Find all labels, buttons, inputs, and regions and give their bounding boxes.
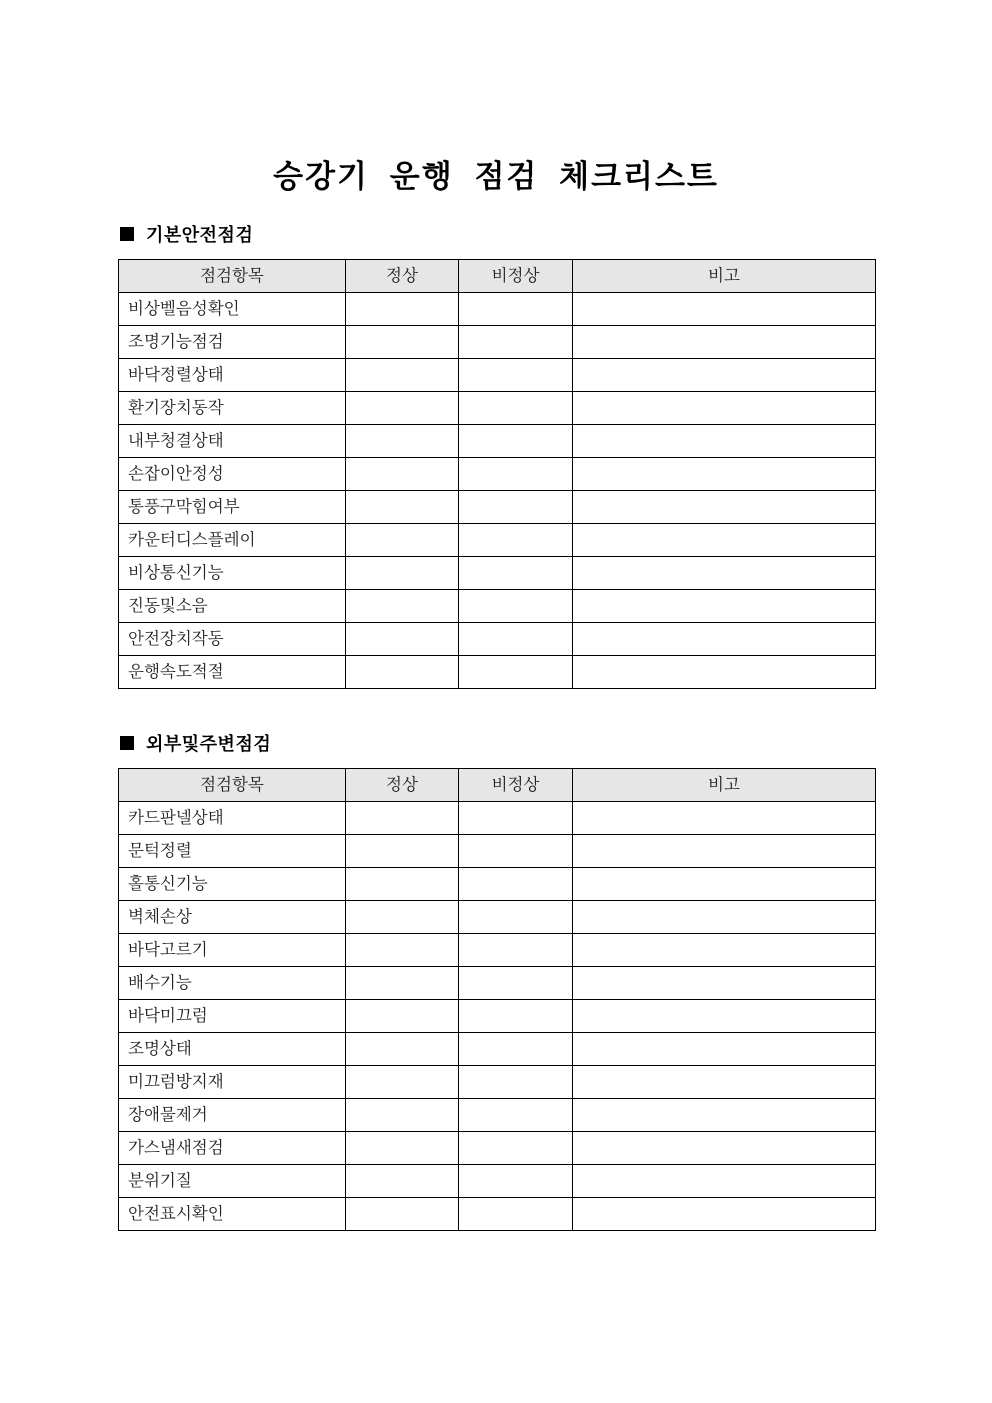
normal-check-cell[interactable] bbox=[346, 1198, 459, 1231]
table-row bbox=[119, 425, 876, 458]
normal-check-cell[interactable] bbox=[346, 868, 459, 901]
check-item-label: 홀통신기능 bbox=[119, 868, 346, 901]
normal-check-cell[interactable] bbox=[346, 623, 459, 656]
note-cell[interactable] bbox=[573, 835, 876, 868]
note-cell[interactable] bbox=[573, 868, 876, 901]
table-row bbox=[119, 802, 876, 835]
section-heading bbox=[118, 730, 875, 756]
abnormal-check-cell[interactable] bbox=[459, 524, 573, 557]
normal-check-cell[interactable] bbox=[346, 802, 459, 835]
normal-check-cell[interactable] bbox=[346, 656, 459, 689]
table-row bbox=[119, 868, 876, 901]
note-cell[interactable] bbox=[573, 326, 876, 359]
check-item-label: 분위기질 bbox=[119, 1165, 346, 1198]
note-cell[interactable] bbox=[573, 425, 876, 458]
table-row bbox=[119, 1165, 876, 1198]
check-item-label: 문턱정렬 bbox=[119, 835, 346, 868]
abnormal-check-cell[interactable] bbox=[459, 491, 573, 524]
note-cell[interactable] bbox=[573, 967, 876, 1000]
column-header-item: 점검항목 bbox=[119, 769, 346, 802]
section-heading bbox=[118, 221, 875, 247]
table-row bbox=[119, 1066, 876, 1099]
check-item-label: 조명상태 bbox=[119, 1033, 346, 1066]
note-cell[interactable] bbox=[573, 901, 876, 934]
section-exterior-surroundings bbox=[118, 730, 875, 1231]
note-cell[interactable] bbox=[573, 1000, 876, 1033]
check-item-label: 미끄럼방지재 bbox=[119, 1066, 346, 1099]
table-row bbox=[119, 1000, 876, 1033]
column-header-abnormal: 비정상 bbox=[459, 260, 573, 293]
abnormal-check-cell[interactable] bbox=[459, 835, 573, 868]
abnormal-check-cell[interactable] bbox=[459, 326, 573, 359]
table-row bbox=[119, 835, 876, 868]
note-cell[interactable] bbox=[573, 524, 876, 557]
table-row bbox=[119, 392, 876, 425]
column-header-normal: 정상 bbox=[346, 260, 459, 293]
table-row bbox=[119, 491, 876, 524]
normal-check-cell[interactable] bbox=[346, 1066, 459, 1099]
note-cell[interactable] bbox=[573, 590, 876, 623]
column-header-normal: 정상 bbox=[346, 769, 459, 802]
table-row bbox=[119, 656, 876, 689]
check-item-label: 배수기능 bbox=[119, 967, 346, 1000]
normal-check-cell[interactable] bbox=[346, 458, 459, 491]
normal-check-cell[interactable] bbox=[346, 967, 459, 1000]
note-cell[interactable] bbox=[573, 656, 876, 689]
check-item-label: 안전표시확인 bbox=[119, 1198, 346, 1231]
table-body bbox=[119, 802, 876, 1231]
check-item-label: 카운터디스플레이 bbox=[119, 524, 346, 557]
normal-check-cell[interactable] bbox=[346, 1099, 459, 1132]
table-row bbox=[119, 934, 876, 967]
abnormal-check-cell[interactable] bbox=[459, 1033, 573, 1066]
abnormal-check-cell[interactable] bbox=[459, 656, 573, 689]
section-title: 외부및주변점검 bbox=[146, 734, 272, 755]
table-row bbox=[119, 967, 876, 1000]
abnormal-check-cell[interactable] bbox=[459, 1099, 573, 1132]
note-cell[interactable] bbox=[573, 557, 876, 590]
abnormal-check-cell[interactable] bbox=[459, 967, 573, 1000]
check-item-label: 바닥정렬상태 bbox=[119, 359, 346, 392]
note-cell[interactable] bbox=[573, 934, 876, 967]
table-row bbox=[119, 901, 876, 934]
section-basic-safety bbox=[118, 221, 875, 689]
note-cell[interactable] bbox=[573, 1066, 876, 1099]
note-cell[interactable] bbox=[573, 293, 876, 326]
table-header-row bbox=[119, 769, 876, 802]
normal-check-cell[interactable] bbox=[346, 359, 459, 392]
normal-check-cell[interactable] bbox=[346, 590, 459, 623]
normal-check-cell[interactable] bbox=[346, 1132, 459, 1165]
note-cell[interactable] bbox=[573, 392, 876, 425]
note-cell[interactable] bbox=[573, 491, 876, 524]
check-item-label: 손잡이안정성 bbox=[119, 458, 346, 491]
check-item-label: 비상벨음성확인 bbox=[119, 293, 346, 326]
check-item-label: 바닥미끄럼 bbox=[119, 1000, 346, 1033]
note-cell[interactable] bbox=[573, 1033, 876, 1066]
check-item-label: 비상통신기능 bbox=[119, 557, 346, 590]
abnormal-check-cell[interactable] bbox=[459, 392, 573, 425]
table-row bbox=[119, 359, 876, 392]
column-header-item: 점검항목 bbox=[119, 260, 346, 293]
square-bullet-icon bbox=[120, 736, 134, 750]
note-cell[interactable] bbox=[573, 359, 876, 392]
abnormal-check-cell[interactable] bbox=[459, 901, 573, 934]
note-cell[interactable] bbox=[573, 623, 876, 656]
note-cell[interactable] bbox=[573, 1165, 876, 1198]
normal-check-cell[interactable] bbox=[346, 934, 459, 967]
table-row bbox=[119, 1132, 876, 1165]
abnormal-check-cell[interactable] bbox=[459, 934, 573, 967]
normal-check-cell[interactable] bbox=[346, 1033, 459, 1066]
column-header-note: 비고 bbox=[573, 260, 876, 293]
abnormal-check-cell[interactable] bbox=[459, 425, 573, 458]
column-header-abnormal: 비정상 bbox=[459, 769, 573, 802]
normal-check-cell[interactable] bbox=[346, 491, 459, 524]
normal-check-cell[interactable] bbox=[346, 1165, 459, 1198]
note-cell[interactable] bbox=[573, 1198, 876, 1231]
check-item-label: 바닥고르기 bbox=[119, 934, 346, 967]
abnormal-check-cell[interactable] bbox=[459, 359, 573, 392]
check-item-label: 환기장치동작 bbox=[119, 392, 346, 425]
table-row bbox=[119, 1099, 876, 1132]
column-header-note: 비고 bbox=[573, 769, 876, 802]
abnormal-check-cell[interactable] bbox=[459, 1165, 573, 1198]
table-row bbox=[119, 590, 876, 623]
normal-check-cell[interactable] bbox=[346, 524, 459, 557]
check-item-label: 통풍구막힘여부 bbox=[119, 491, 346, 524]
check-item-label: 카드판넬상태 bbox=[119, 802, 346, 835]
note-cell[interactable] bbox=[573, 458, 876, 491]
table-header-row bbox=[119, 260, 876, 293]
abnormal-check-cell[interactable] bbox=[459, 868, 573, 901]
abnormal-check-cell[interactable] bbox=[459, 623, 573, 656]
note-cell[interactable] bbox=[573, 1132, 876, 1165]
check-item-label: 조명기능점검 bbox=[119, 326, 346, 359]
table-body bbox=[119, 293, 876, 689]
abnormal-check-cell[interactable] bbox=[459, 1198, 573, 1231]
check-item-label: 벽체손상 bbox=[119, 901, 346, 934]
table-row bbox=[119, 623, 876, 656]
square-bullet-icon bbox=[120, 227, 134, 241]
page-title: 승강기 운행 점검 체크리스트 bbox=[273, 158, 719, 195]
abnormal-check-cell[interactable] bbox=[459, 557, 573, 590]
normal-check-cell[interactable] bbox=[346, 392, 459, 425]
normal-check-cell[interactable] bbox=[346, 901, 459, 934]
normal-check-cell[interactable] bbox=[346, 835, 459, 868]
normal-check-cell[interactable] bbox=[346, 425, 459, 458]
abnormal-check-cell[interactable] bbox=[459, 293, 573, 326]
checklist-table-basic-safety bbox=[118, 259, 876, 689]
check-item-label: 내부청결상태 bbox=[119, 425, 346, 458]
note-cell[interactable] bbox=[573, 802, 876, 835]
normal-check-cell[interactable] bbox=[346, 326, 459, 359]
table-row bbox=[119, 1033, 876, 1066]
normal-check-cell[interactable] bbox=[346, 557, 459, 590]
table-row bbox=[119, 326, 876, 359]
note-cell[interactable] bbox=[573, 1099, 876, 1132]
checklist-table-exterior bbox=[118, 768, 876, 1231]
check-item-label: 안전장치작동 bbox=[119, 623, 346, 656]
abnormal-check-cell[interactable] bbox=[459, 590, 573, 623]
table-row bbox=[119, 293, 876, 326]
abnormal-check-cell[interactable] bbox=[459, 1132, 573, 1165]
check-item-label: 가스냄새점검 bbox=[119, 1132, 346, 1165]
abnormal-check-cell[interactable] bbox=[459, 458, 573, 491]
normal-check-cell[interactable] bbox=[346, 1000, 459, 1033]
normal-check-cell[interactable] bbox=[346, 293, 459, 326]
abnormal-check-cell[interactable] bbox=[459, 802, 573, 835]
table-row bbox=[119, 524, 876, 557]
abnormal-check-cell[interactable] bbox=[459, 1066, 573, 1099]
table-row bbox=[119, 557, 876, 590]
table-row bbox=[119, 458, 876, 491]
check-item-label: 진동및소음 bbox=[119, 590, 346, 623]
check-item-label: 장애물제거 bbox=[119, 1099, 346, 1132]
abnormal-check-cell[interactable] bbox=[459, 1000, 573, 1033]
table-row bbox=[119, 1198, 876, 1231]
section-title: 기본안전점검 bbox=[146, 225, 254, 246]
check-item-label: 운행속도적절 bbox=[119, 656, 346, 689]
